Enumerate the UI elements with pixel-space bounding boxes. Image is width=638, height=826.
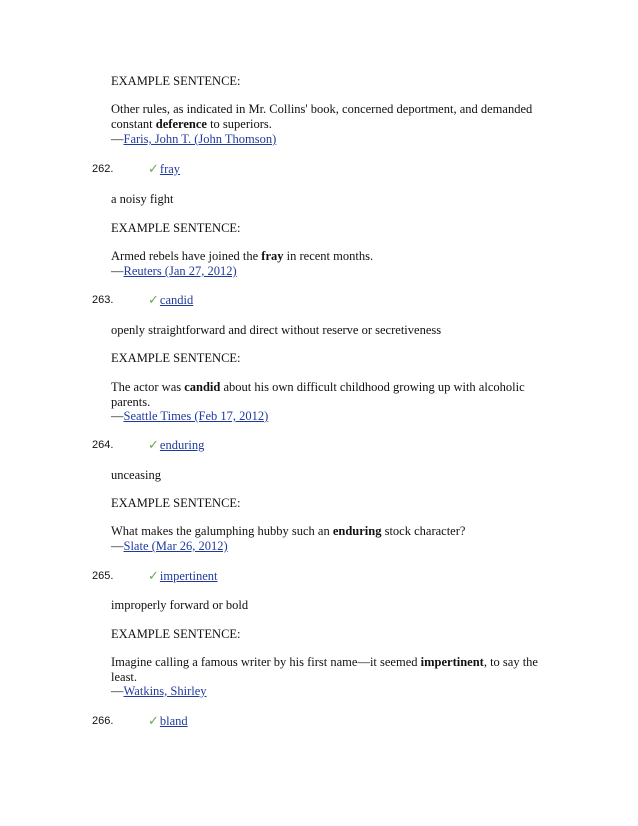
entry-word: [148, 713, 188, 729]
word-link[interactable]: fray: [159, 162, 181, 176]
entry-word: [148, 568, 218, 584]
entry-word: [148, 161, 180, 177]
example-label: EXAMPLE SENTENCE:: [111, 221, 241, 235]
entry-number: 264.: [92, 439, 114, 451]
entry-word: [148, 437, 204, 453]
example-sentence-continued: least.: [111, 670, 138, 684]
example-sentence: The actor was candid about his own difficult childhood growing up with alcoholic: [111, 380, 525, 394]
check-icon: ✓: [148, 161, 159, 176]
example-sentence: Imagine calling a famous writer by his first name—it seemed impertinent, to say the: [111, 655, 538, 669]
example-label: EXAMPLE SENTENCE:: [111, 351, 241, 365]
definition: unceasing: [111, 468, 161, 482]
source-citation: —Seattle Times (Feb 17, 2012): [111, 409, 269, 423]
source-link[interactable]: Watkins, Shirley: [123, 684, 207, 698]
entry-number: 266.: [92, 715, 114, 727]
word-link[interactable]: candid: [159, 293, 194, 307]
example-label: EXAMPLE SENTENCE:: [111, 74, 241, 88]
definition: improperly forward or bold: [111, 598, 249, 612]
highlighted-word: enduring: [332, 524, 382, 538]
highlighted-word: candid: [184, 380, 221, 394]
source-link[interactable]: Slate (Mar 26, 2012): [123, 539, 228, 553]
check-icon: ✓: [148, 713, 159, 728]
source-citation: —Slate (Mar 26, 2012): [111, 539, 228, 553]
example-sentence-continued: constant deference to superiors.: [111, 117, 272, 131]
entry-word: [148, 292, 193, 308]
entry-number: 263.: [92, 294, 114, 306]
example-sentence: Armed rebels have joined the fray in recent months.: [111, 249, 374, 263]
word-link[interactable]: bland: [159, 714, 188, 728]
source-link[interactable]: Reuters (Jan 27, 2012): [123, 264, 237, 278]
highlighted-word: deference: [155, 117, 207, 131]
word-link[interactable]: enduring: [159, 438, 205, 452]
source-citation: —Faris, John T. (John Thomson): [111, 132, 277, 146]
word-link[interactable]: impertinent: [159, 569, 218, 583]
definition: a noisy fight: [111, 192, 174, 206]
check-icon: ✓: [148, 437, 159, 452]
highlighted-word: impertinent: [420, 655, 484, 669]
source-citation: —Reuters (Jan 27, 2012): [111, 264, 237, 278]
check-icon: ✓: [148, 568, 159, 583]
example-label: EXAMPLE SENTENCE:: [111, 496, 241, 510]
check-icon: ✓: [148, 292, 159, 307]
source-citation: —Watkins, Shirley: [111, 684, 207, 698]
example-sentence: What makes the galumphing hubby such an enduring stock character?: [111, 524, 466, 538]
example-label: EXAMPLE SENTENCE:: [111, 627, 241, 641]
entry-number: 262.: [92, 163, 114, 175]
source-link[interactable]: Faris, John T. (John Thomson): [123, 132, 277, 146]
source-link[interactable]: Seattle Times (Feb 17, 2012): [123, 409, 269, 423]
example-sentence-continued: parents.: [111, 395, 151, 409]
entry-number: 265.: [92, 570, 114, 582]
definition: openly straightforward and direct without reserve or secretiveness: [111, 323, 442, 337]
highlighted-word: fray: [261, 249, 284, 263]
example-sentence: Other rules, as indicated in Mr. Collins' book, concerned deportment, and demanded: [111, 102, 533, 116]
